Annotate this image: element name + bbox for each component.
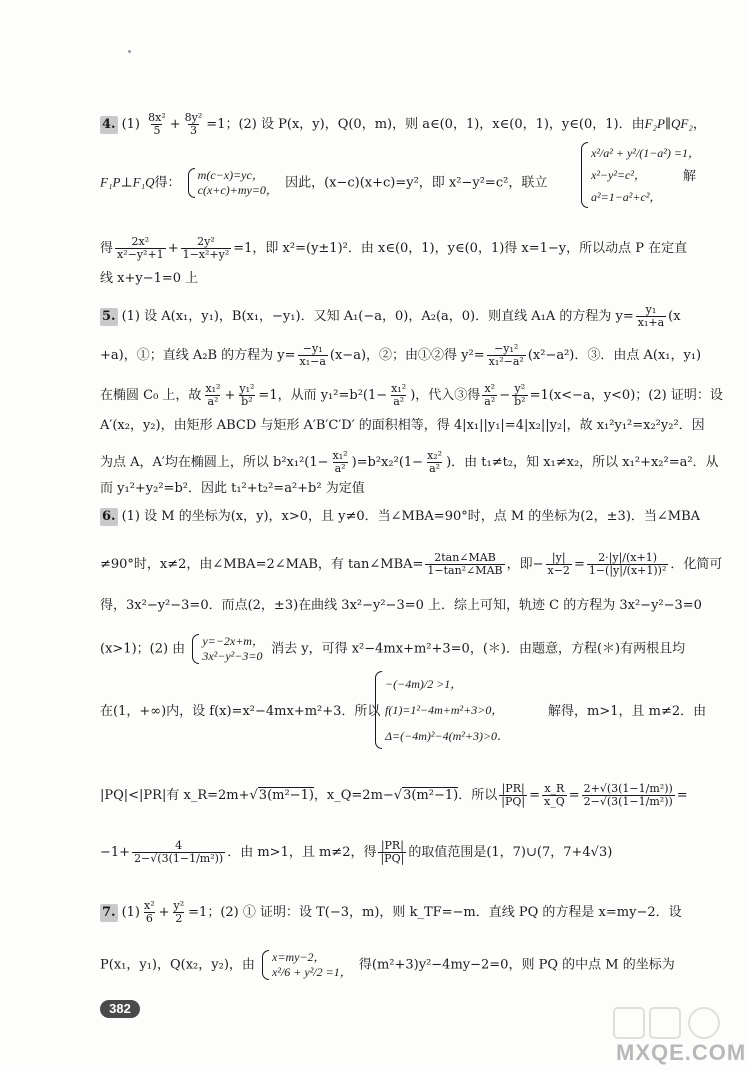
fraction: $\frac{|PR|}{|PQ|}$	[380, 839, 405, 865]
s4-line-3: 得 $\frac{\text{2x²}}{\text{x²−y²+1}}$ + $\frac{\text{2y²}}{\text{1−x²+y²}}$ =1，即 x²=(y±1)²．由 x∈(0，1)，y∈(0，1)得 x=1−y，所以动点 P 在定直	[100, 235, 688, 261]
equation-system: x=my−2， x²/6 + y²/2 =1，	[262, 950, 352, 980]
fraction: $\frac{\text{2+√(3(1−1/m²))}}{\text{2−√(3(1−1/m²))}}$	[583, 782, 673, 808]
radicand: 3(m²−1)	[403, 788, 459, 803]
text: +a)，①；直线 A₂B 的方程为 y=	[100, 348, 296, 363]
text: =1，即 x²=(y±1)²．由 x∈(0，1)，y∈(0，1)得 x=1−y，所以动点 P 在定直	[233, 241, 688, 256]
fraction: $\frac{|PR|}{|PQ|}$	[501, 782, 526, 808]
fraction: $\frac{\text{−y₁²}}{\text{x₁²−a²}}$	[488, 342, 524, 368]
s6-line-4: (x>1)；(2) 由 y=−2x+m， 3x²−y²−3=0 消去 y，可得 x²−4mx+m²+3=0，(＊)．由题意，方程(＊)有两根且均	[100, 634, 686, 663]
fraction: $\frac{\text{y₁²}}{\text{b²}}$	[239, 382, 255, 408]
scan-speck	[128, 50, 131, 53]
s6-number: 6.	[102, 509, 116, 524]
s4-number: 4.	[102, 117, 116, 132]
text: 解	[683, 169, 697, 184]
s6-line-7: −1+ $\frac{4}{\text{2−√(3(1−1/m²))}}$ ．由 m>1，且 m≠2，得 $\frac{|PR|}{|PQ|}$ 的取值范围是(1，7)∪(7，7+4√3)	[100, 839, 613, 865]
radicand: 3(m²−1)	[258, 788, 314, 803]
s7-number: 7.	[102, 905, 116, 920]
fraction: $\frac{\text{x₁²}}{\text{a²}}$	[391, 382, 407, 408]
s6-line-6: |PQ|<|PR|有 x_R=2m+√3(m²−1)，x_Q=2m−√3(m²−1)．所以 $\frac{|PR|}{|PQ|}$ = $\frac{x\_R}{x\_Q}$ = $\frac{\text{2+√(3(1−1/m²))}}{\text{2−√(3(1−1/m²))}}$ =	[100, 782, 688, 808]
text: 因此，(x−c)(x+c)=y²，即 x²−y²=c²，联立	[285, 175, 548, 191]
fraction: $\frac{\text{x₁²}}{\text{a²}}$	[332, 449, 348, 475]
s6-line-2: ≠90°时，x≠2，由∠MBA=2∠MAB，有 tan∠MBA= 2tan∠MAB 1−tan²∠MAB ，即− $\frac{|y|}{x-2}$ = $\frac{2\cdot|y|/(x+1)}{\text{1−(|y|/(x+1))²}}$ ．化简可	[100, 551, 723, 577]
fraction: $\frac{|y|}{x-2}$	[547, 551, 570, 577]
s5-line-4: A′(x₂，y₂)，由矩形 ABCD 与矩形 A′B′C′D′ 的面积相等，得 4|x₁||y₁|=4|x₂||y₂|，故 x₁²y₁²=x₂²y₂²．因	[100, 418, 705, 433]
fraction: $\frac{2\cdot|y|/(x+1)}{\text{1−(|y|/(x+1))²}}$	[588, 551, 667, 577]
text: 消去 y，可得 x²−4mx+m²+3=0，(＊)．由题意，方程(＊)有两根且均	[271, 641, 686, 657]
s5-line-2	[100, 342, 702, 368]
s5-number: 5.	[102, 309, 116, 324]
s5-line-5: 为点 A，A′均在椭圆上，所以 b²x₁²(1− $\frac{\text{x₁²}}{\text{a²}}$ )=b²x₂²(1− $\frac{\text{x₂²}}{\text{a²}}$ )．由 t₁≠t₂，知 x₁≠x₂，所以 x₁²+x₂²=a²．从	[100, 449, 719, 475]
fraction: $\frac{\text{y₁}}{\text{x₁+a}}$	[637, 303, 665, 329]
vector: F₁Q	[132, 174, 155, 190]
fraction: $\frac{\text{8x²}}{5}$	[148, 111, 166, 137]
fraction: $\frac{\text{2y²}}{\text{1−x²+y²}}$	[182, 235, 230, 261]
fraction: 2tan∠MAB 1−tan²∠MAB	[427, 551, 503, 577]
text: 解得，m>1，且 m≠2．由	[548, 704, 707, 719]
fraction: $\frac{\text{−y₁}}{\text{x₁−a}}$	[299, 342, 326, 368]
fraction: $\frac{x\_R}{x\_Q}$	[543, 782, 565, 808]
s7-line-1: 7. (1) $\frac{\text{x²}}{6}$ + $\frac{\text{y²}}{2}$ =1；(2) ① 证明：设 T(−3，m)，则 k_TF=−m．直线 PQ 的方程是 x=my−2．设	[102, 899, 682, 925]
s7-line-2: P(x₁，y₁)，Q(x₂，y₂)，由 x=my−2， x²/6 + y²/2 =1， 得(m²+3)y²−4my−2=0，则 PQ 的中点 M 的坐标为	[100, 950, 675, 979]
fraction: $\frac{\text{x²}}{\text{a²}}$	[484, 382, 496, 408]
s4-part-label: (1)	[121, 117, 140, 132]
text: (x²−a²)．③．由点 A(x₁，y₁)	[527, 348, 702, 363]
s4-line-2: F₁P⊥F₁Q得： m(c−x)=yc， c(x+c)+my=0， 因此，(x−c)(x+c)=y²，即 x²−y²=c²，联立 x²/a² + y²/(1−a²) =1， x²−y²=c²， a²=1−a²+c²， 解	[100, 168, 688, 198]
equation-system: m(c−x)=yc， c(x+c)+my=0，	[188, 168, 278, 198]
fraction: $\frac{\text{2x²}}{\text{x²−y²+1}}$	[117, 235, 164, 261]
text: =1；(2) ① 证明：设 T(−3，m)，则 k_TF=−m．直线 PQ 的方程是 x=my−2．设	[188, 905, 682, 920]
equation-system: −(−4m)/2 >1， f(1)=1²−4m+m²+3>0， Δ=(−4m)²−4(m²+3)>0．	[375, 671, 509, 749]
fraction: $\frac{\text{8y²}}{3}$	[184, 111, 203, 137]
vector: F₂P	[644, 116, 665, 131]
vector: QF₂	[671, 116, 693, 131]
s6-line-5: 在(1，+∞)内，设 f(x)=x²−4mx+m²+3．所以 −(−4m)/2 >1， f(1)=1²−4m+m²+3>0， Δ=(−4m)²−4(m²+3)>0． 解得，m>1，且 m≠2．由	[100, 703, 688, 721]
vector: F₁P	[100, 174, 121, 190]
text: (1) 设 M 的坐标为(x，y)，x>0，且 y≠0．当∠MBA=90°时，点 M 的坐标为(2，±3)．当∠MBA	[121, 509, 701, 524]
s6-line-1	[100, 508, 701, 526]
fraction: $\frac{\text{y²}}{\text{b²}}$	[514, 382, 526, 408]
s4-line-4: 线 x+y−1=0 上	[100, 271, 199, 286]
s6-line-3: 得，3x²−y²−3=0．而点(2，±3)在曲线 3x²−y²−3=0 上．综上可知，轨迹 C 的方程为 3x²−y²−3=0	[100, 598, 702, 613]
equation-system: x²/a² + y²/(1−a²) =1， x²−y²=c²， a²=1−a²+c²，	[581, 142, 700, 208]
s5-line-1: 5. (1) 设 A(x₁，y₁)，B(x₁，−y₁)．又知 A₁(−a，0)，A₂(a，0)．则直线 A₁A 的方程为 y= $\frac{\text{y₁}}{\text{x₁+a}}$ (x	[102, 303, 681, 329]
text: 得(m²+3)y²−4my−2=0，则 PQ 的中点 M 的坐标为	[358, 957, 675, 973]
text: =1；(2) 设 P(x，y)，Q(0，m)，则 a∈(0，1)，x∈(0，1)，y∈(0，1)．由	[206, 117, 645, 132]
fraction: $\frac{\text{x²}}{6}$	[144, 899, 155, 925]
fraction: $\frac{\text{y²}}{2}$	[173, 899, 185, 925]
text: (1) 设 A(x₁，y₁)，B(x₁，−y₁)．又知 A₁(−a，0)，A₂(a，0)．则直线 A₁A 的方程为 y=	[121, 309, 634, 324]
fraction: $\frac{4}{\text{2−√(3(1−1/m²))}}$	[134, 839, 224, 865]
equation-system: y=−2x+m， 3x²−y²−3=0	[192, 634, 264, 664]
text: (x−a)，②；由①②得 y²=	[329, 348, 485, 363]
fraction: $\frac{\text{x₂²}}{\text{a²}}$	[427, 449, 443, 475]
page-number: 382	[100, 1000, 140, 1018]
s4-line-1: 4. (1) $\frac{\text{8x²}}{5}$ + $\frac{\text{8y²}}{3}$ =1；(2) 设 P(x，y)，Q(0，m)，则 a∈(0，1)，x∈(0，1)，y∈(0，1)．由F₂P∥QF₂，	[102, 111, 706, 137]
s5-line-6: 而 y₁²+y₂²=b²．因此 t₁²+t₂²=a²+b² 为定值	[100, 481, 365, 496]
watermark-url: MXQE.COM	[616, 1040, 747, 1065]
fraction: $\frac{\text{x₁²}}{\text{a²}}$	[205, 382, 221, 408]
s5-line-3: 在椭圆 C₀ 上，故 $\frac{\text{x₁²}}{\text{a²}}$ + $\frac{\text{y₁²}}{\text{b²}}$ =1，从而 y₁²=b²(1− $\frac{\text{x₁²}}{\text{a²}}$ )，代入③得 $\frac{\text{x²}}{\text{a²}}$ − $\frac{\text{y²}}{\text{b²}}$ =1(x<−a，y<0)；(2) 证明：设	[100, 382, 723, 408]
